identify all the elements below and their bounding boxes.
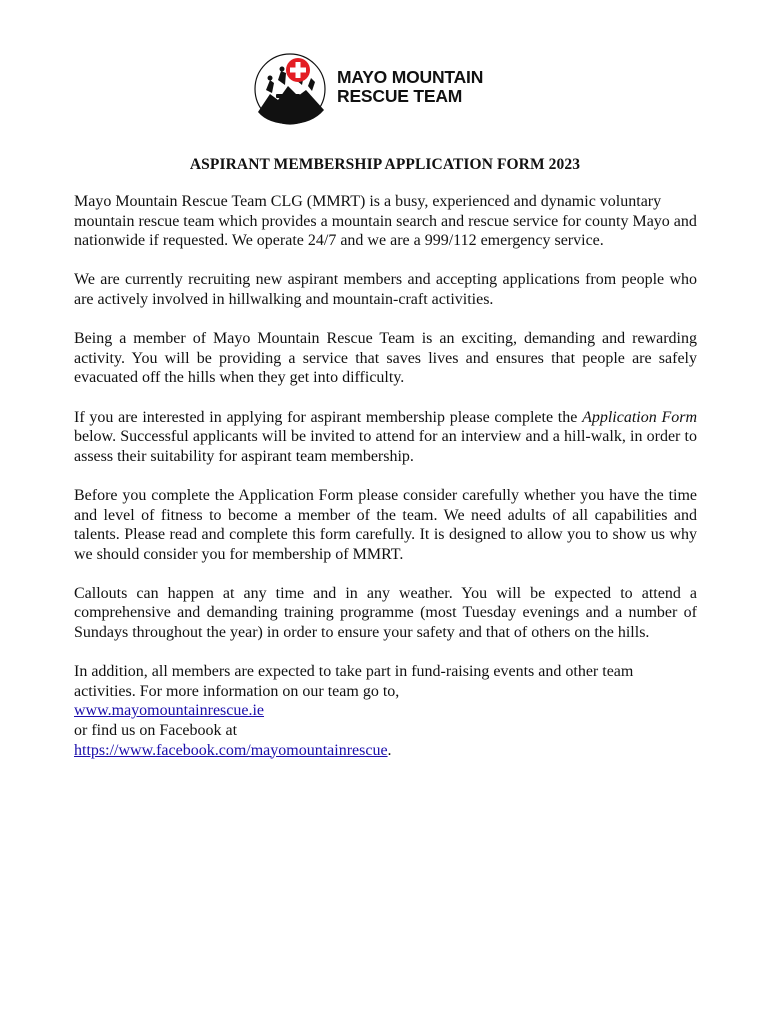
paragraph-recruiting: We are currently recruiting new aspirant members and accepting applications from people who are actively involved in hillwalking and mountain-craft activities. xyxy=(74,271,697,308)
apply-text-end: below. Successful applicants will be invited to attend for an interview and a hill-walk, in order to assess their suitability for aspirant team membership. xyxy=(74,428,697,465)
logo-line-1: MAYO MOUNTAIN xyxy=(337,67,484,87)
application-form-emphasis: Application Form xyxy=(582,408,697,426)
paragraph-apply xyxy=(74,408,697,467)
logo-line-2: RESCUE TEAM xyxy=(337,86,463,106)
mountain-rescue-emblem-icon xyxy=(252,50,332,128)
body-text xyxy=(74,192,697,780)
facebook-text: or find us on Facebook at xyxy=(74,722,238,740)
paragraph-intro: Mayo Mountain Rescue Team CLG (MMRT) is a busy, experienced and dynamic voluntary mountain rescue team which provides a mountain search and rescue service for county Mayo and nationwide if requested. We operate 24/7 and we are a 999/112 emergency service. xyxy=(74,193,697,250)
paragraph-callouts: Callouts can happen at any time and in any weather. You will be expected to attend a comprehensive and demanding training programme (most Tuesday evenings and a number of Sundays throughout the year) in order to ensure your safety and that of others on the hills. xyxy=(74,584,697,642)
facebook-link[interactable]: https://www.facebook.com/mayomountainrescue xyxy=(74,741,388,759)
paragraph-more-info xyxy=(74,662,697,760)
closing-period: . xyxy=(387,741,392,759)
team-logo xyxy=(252,50,522,128)
website-link[interactable]: www.mayomountainrescue.ie xyxy=(74,702,265,720)
more-info-text: In addition, all members are expected to take part in fund-raising events and other team activities. For more information on our team go to, xyxy=(74,663,634,700)
paragraph-consider: Before you complete the Application Form please consider carefully whether you have the time and level of fitness to become a member of the team. We need adults of all capabilities and talents. Please read and complete this form carefully. It is designed to allow you to show us why we should consider you for membership of MMRT. xyxy=(74,486,697,563)
paragraph-membership: Being a member of Mayo Mountain Rescue Team is an exciting, demanding and rewarding activity. You will be providing a service that saves lives and ensures that people are safely evacuated off the hills when they get into difficulty. xyxy=(74,330,697,387)
page-title: ASPIRANT MEMBERSHIP APPLICATION FORM 2023 xyxy=(189,156,581,173)
apply-text-start: If you are interested in applying for aspirant membership please complete the xyxy=(74,408,583,426)
logo-wordmark xyxy=(337,68,483,106)
